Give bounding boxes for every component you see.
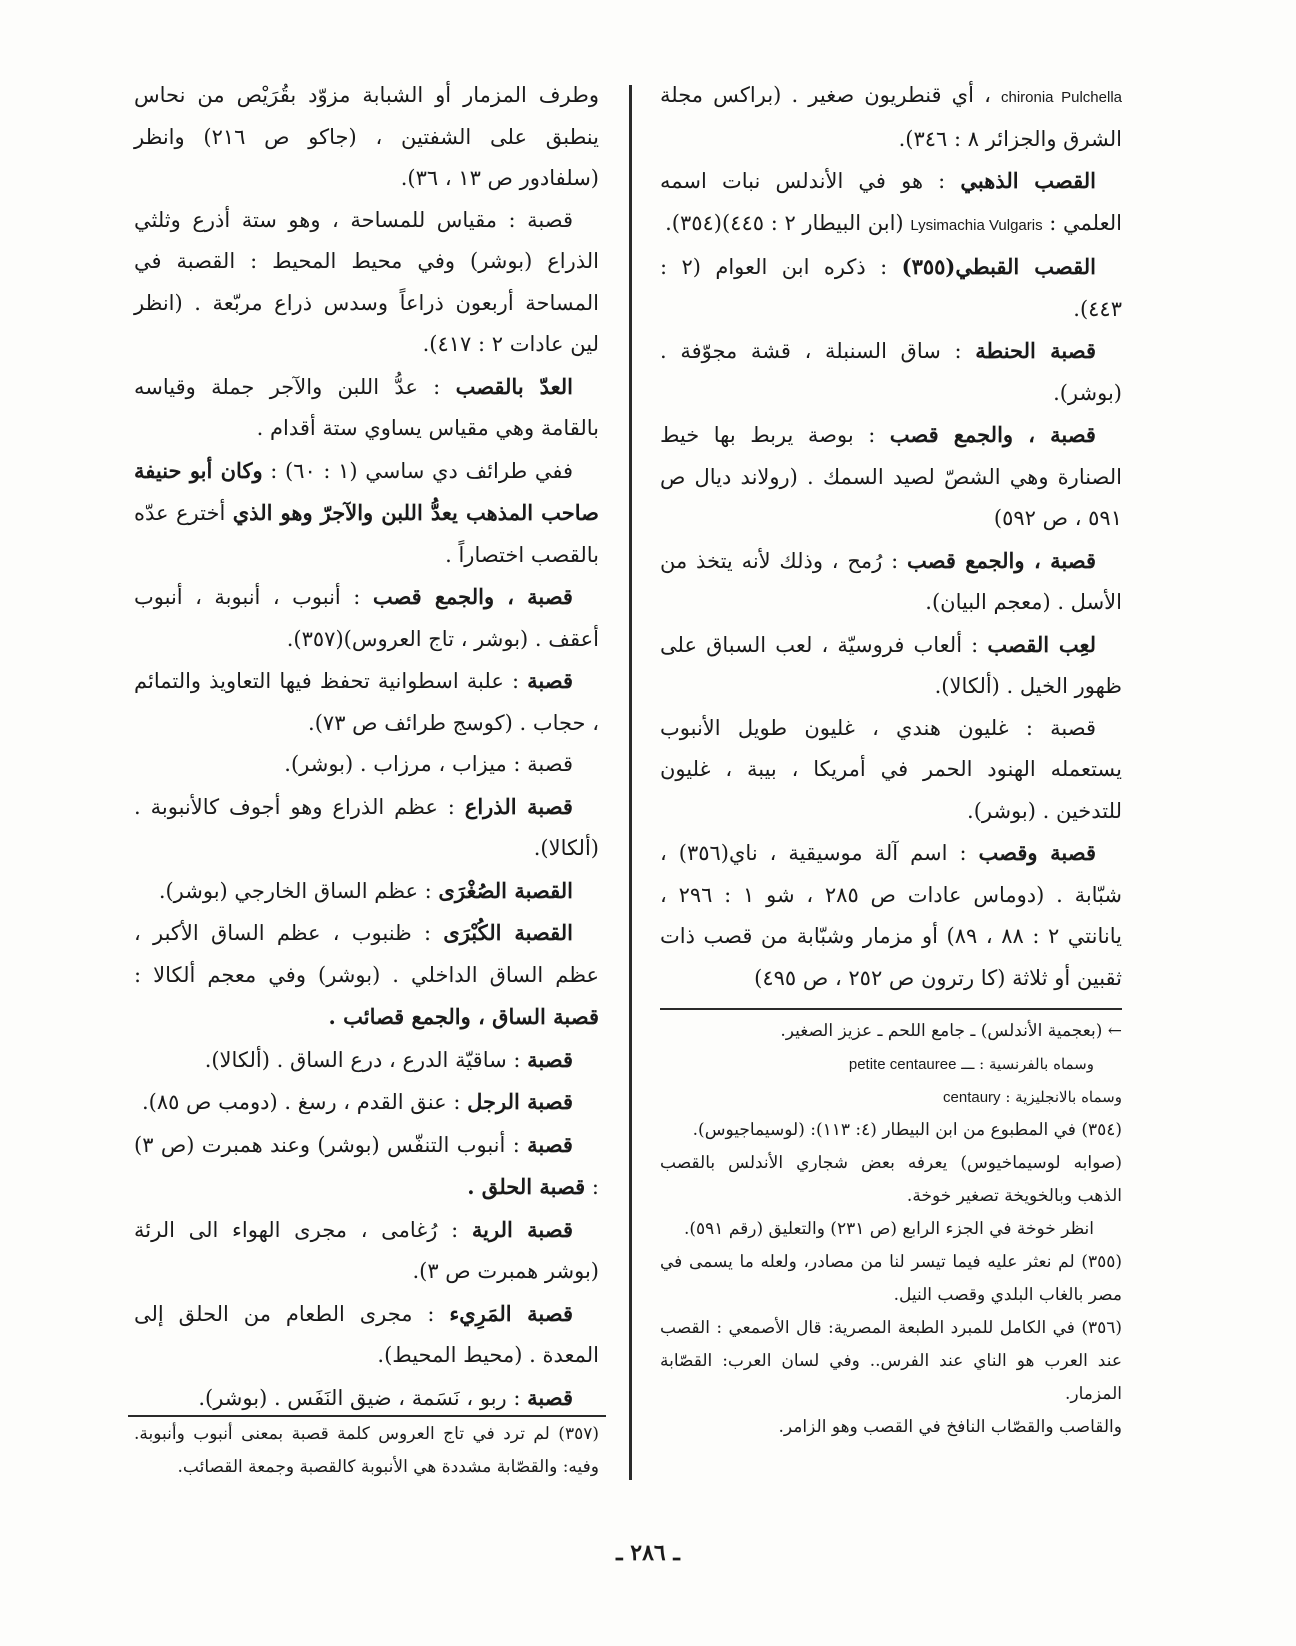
entry-headword: قصبة الرية: [471, 1216, 573, 1242]
column-divider: [629, 85, 632, 1480]
entry-paragraph: قصبة المَرِيء : مجرى الطعام من الحلق إلى المعدة . (محيط المحيط).: [134, 1300, 599, 1367]
right-column: [660, 75, 1122, 999]
entry-headword: قصبة الساق ، والجمع قصائب .: [328, 1004, 599, 1029]
entry-headword: لعِب القصب: [987, 631, 1096, 657]
entry-paragraph: قصبة الذراع : عظم الذراع وهو أجوف كالأنبوبة . (ألكالا).: [134, 793, 599, 860]
entry-headword: قصبة الذراع: [464, 793, 573, 819]
footnote-rule: [128, 1415, 606, 1417]
entry-headword: القصب الذهبي: [960, 168, 1096, 193]
entry-paragraph: القصب القبطي(٣٥٥) : ذكره ابن العوام (٢ : ٤٤٣).: [660, 254, 1122, 321]
entry-headword: قصبة وقصب: [978, 840, 1096, 865]
entry-headword: قصبة: [527, 1384, 573, 1410]
entry-paragraph: قصبة : علبة اسطوانية تحفظ فيها التعاويذ والتمائم ، حجاب . (كوسج طرائف ص ٧٣).: [134, 668, 599, 735]
entry-paragraph: القصب الذهبي : هو في الأندلس نبات اسمه العلمي : Lysimachia Vulgaris (ابن البيطار ٢ : ٤٤٥)(٣٥٤).: [660, 168, 1122, 235]
entry-paragraph: قصبة ، والجمع قصب : أنبوب ، أنبوبة ، أنبوب أعقف . (بوشر ، تاج العروس)(٣٥٧).: [134, 584, 599, 651]
entry-paragraph: وطرف المزمار أو الشبابة مزوّد بقُرَيْص من نحاس ينطبق على الشفتين ، (جاكو ص ٢١٦) وانظر (سلفادور ص ١٣ ، ٣٦).: [134, 83, 599, 190]
entry-headword: القصب القبطي(٣٥٥): [901, 254, 1096, 279]
page-number: ـ ٢٨٦ ـ: [616, 1540, 680, 1566]
entry-paragraph: قصبة الرجل : عنق القدم ، رسغ . (دومب ص ٨٥).: [141, 1089, 573, 1114]
footnote-355: (٣٥٥) لم نعثر عليه فيما تيسر لنا من مصادر، ولعله ما يسمى في مصر بالغاب البلدي وقصب النيل.: [660, 1252, 1122, 1305]
entry-paragraph: قصبة ، والجمع قصب : رُمح ، وذلك لأنه يتخذ من الأسل . (معجم البيان).: [660, 547, 1122, 614]
entry-paragraph: قصبة : أنبوب التنفّس (بوشر) وعند همبرت (ص ٣) : قصبة الحلق .: [134, 1131, 599, 1199]
footnote: (صوابه لوسيماخيوس) يعرفه بعض شجاري الأندلس بالقصب الذهب وبالخويخة تصغير خوخة.: [660, 1153, 1122, 1206]
footnote: وسماه بالفرنسية : ـــ petite centauree: [848, 1055, 1094, 1073]
entry-paragraph: قصبة الرية : رُغامى ، مجرى الهواء الى الرئة (بوشر همبرت ص ٣).: [134, 1216, 599, 1283]
entry-headword: قصبة المَرِيء: [449, 1300, 573, 1326]
entry-headword: قصبة ، والجمع قصب: [372, 584, 573, 609]
footnote-356: (٣٥٦) في الكامل للمبرد الطبعة المصرية: قال الأصمعي : القصب عند العرب هو الناي عند الفرس.. وفي لسان العرب: القصّابة المزمار.: [660, 1318, 1122, 1404]
latin-term: Lysimachia Vulgaris: [910, 216, 1043, 234]
entry-headword: القصبة الصُغْرَى: [438, 877, 573, 903]
left-footnotes: [134, 1418, 599, 1484]
entry-paragraph: قصبة الحنطة : ساق السنبلة ، قشة مجوّفة . (بوشر).: [660, 338, 1122, 405]
entry-paragraph: قصبة : ساقيّة الدرع ، درع الساق . (ألكالا).: [204, 1046, 573, 1072]
footnote-357: (٣٥٧) لم ترد في تاج العروس كلمة قصبة بمعنى أنبوب وأنبوبة. وفيه: والقصّابة مشددة هي الأنبوبة كالقصبة وجمعة القصائب.: [134, 1424, 599, 1477]
latin-term: centaury: [943, 1089, 1001, 1106]
entry-headword: قصبة ، والجمع قصب: [889, 422, 1096, 447]
latin-term: chironia Pulchella: [1000, 89, 1122, 106]
right-footnotes: [660, 1015, 1122, 1444]
entry-headword: قصبة الحلق .: [467, 1174, 586, 1199]
entry-headword: القصبة الكُبْرَى: [443, 920, 573, 945]
entry-headword: قصبة الرجل: [467, 1089, 573, 1114]
entry-headword: قصبة: [527, 668, 573, 693]
entry-paragraph: ففي طرائف دي ساسي (١ : ٦٠) : وكان أبو حنيفة صاحب المذهب يعدُّ اللبن والآجرّ وهو الذي أخترع عدّه بالقصب اختصاراً .: [134, 457, 599, 567]
entry-paragraph: العدّ بالقصب : عدُّ اللبن والآجر جملة وقياسه بالقامة وهي مقياس يساوي ستة أقدام .: [134, 373, 599, 440]
entry-headword: قصبة: [527, 1131, 573, 1157]
footnote-354: (٣٥٤) في المطبوع من ابن البيطار (٤: ١١٣): (لوسيماجيوس).: [692, 1120, 1122, 1140]
entry-headword: قصبة: [527, 1046, 573, 1072]
latin-term: petite centauree: [848, 1056, 957, 1073]
entry-paragraph: chironia Pulchella ، أي قنطريون صغير . (براكس مجلة الشرق والجزائر ٨ : ٣٤٦).: [660, 83, 1122, 151]
entry-headword: قصبة الحنطة: [975, 338, 1096, 363]
footnote: وسماه بالانجليزية : centaury: [943, 1088, 1122, 1106]
footnote-rule: [660, 1008, 1122, 1010]
footnote: ← (بعجمية الأندلس) ـ جامع اللحم ـ عزيز الصغير.: [780, 1021, 1122, 1041]
entry-paragraph: قصبة : ميزاب ، مرزاب . (بوشر).: [284, 752, 573, 776]
entry-headword: العدّ بالقصب: [455, 373, 573, 399]
entry-paragraph: القصبة الكُبْرَى : ظنبوب ، عظم الساق الأكبر ، عظم الساق الداخلي . (بوشر) وفي معجم ألكالا : قصبة الساق ، والجمع قصائب .: [134, 920, 599, 1029]
entry-paragraph: قصبة : مقياس للمساحة ، وهو ستة أذرع وثلثي الذراع (بوشر) وفي محيط المحيط : القصبة في المساحة أربعون ذراعاً وسدس ذراع مربّعة . (انظر لين عادات ٢ : ٤١٧).: [134, 207, 599, 356]
entry-headword: قصبة ، والجمع قصب: [906, 547, 1096, 573]
entry-paragraph: قصبة : غليون هندي ، غليون طويل الأنبوب يستعمله الهنود الحمر في أمريكا ، بيبة ، غليون للتدخين . (بوشر).: [660, 715, 1122, 823]
left-column: [134, 75, 599, 1419]
entry-paragraph: قصبة وقصب : اسم آلة موسيقية ، ناي(٣٥٦) ، شبّابة . (دوماس عادات ص ٢٨٥ ، شو ١ : ٢٩٦ ، يانانتي ٢ : ٨٨ ، ٨٩) أو مزمار وشبّابة من قصب ذات ثقبين أو ثلاثة (كا رترون ص ٢٥٢ ، ص ٤٩٥): [660, 840, 1123, 990]
quoted-text: وكان أبو حنيفة صاحب المذهب يعدُّ اللبن والآجرّ وهو الذي: [134, 457, 599, 525]
entry-paragraph: قصبة : ربو ، نَسَمة ، ضيق النَفَس . (بوشر).: [198, 1384, 573, 1410]
entry-paragraph: القصبة الصُغْرَى : عظم الساق الخارجي (بوشر).: [158, 877, 573, 903]
footnote: انظر خوخة في الجزء الرابع (ص ٢٣١) والتعليق (رقم ٥٩١).: [683, 1219, 1094, 1239]
entry-paragraph: لعِب القصب : ألعاب فروسيّة ، لعب السباق على ظهور الخيل . (ألكالا).: [660, 631, 1122, 698]
footnote: والقاصب والقصّاب النافخ في القصب وهو الزامر.: [778, 1417, 1122, 1437]
entry-paragraph: قصبة ، والجمع قصب : بوصة يربط بها خيط الصنارة وهي الشصّ لصيد السمك . (رولاند ديال ص ٥٩١ ، ص ٥٩٢): [660, 422, 1122, 530]
